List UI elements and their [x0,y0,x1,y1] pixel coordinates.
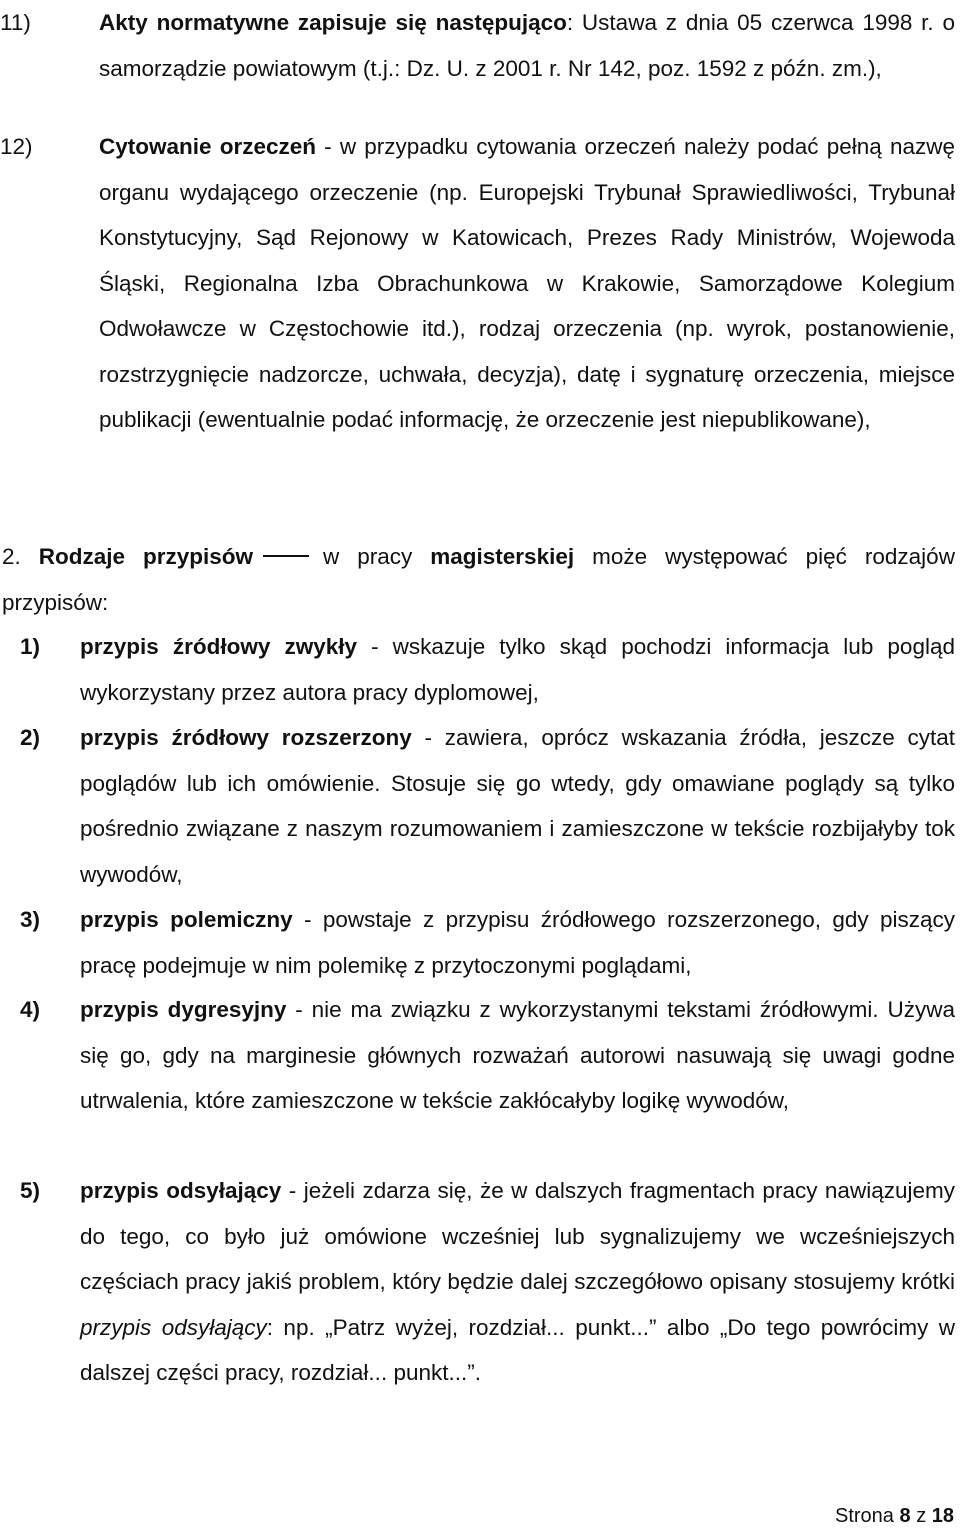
list-item-text: : Ustawa z dnia 05 czerwca 1998 r. o samorządzie powiatowym (t.j.: Dz. U. z 2001 r. Nr 142, poz. 1592 z późn. zm.), [99,10,955,81]
list-item-text: - wskazuje tylko skąd pochodzi informacja lub pogląd wykorzystany przez autora pracy dyplomowej, [80,634,955,705]
section-term: Rodzaje przypisów [38,544,254,569]
list-item [80,987,955,1124]
section-paragraph [2,534,955,625]
page-number-footer [835,1503,954,1529]
total-page-count: 18 [931,1505,954,1527]
list-marker: 4) [20,997,41,1022]
list-item-term: przypis polemiczny [80,907,293,932]
list-item-term: Akty normatywne zapisuje się następująco [99,10,567,35]
list-item-term: przypis odsyłający [80,1178,282,1203]
list-item-term: przypis dygresyjny [80,997,287,1022]
list-item [99,0,955,91]
em-dash [263,555,309,557]
list-marker: 11) [0,10,31,35]
list-item-text: - powstaje z przypisu źródłowego rozszerzonego, gdy piszący pracę podejmuje w nim polemikę z przytoczonymi poglądami, [80,907,955,978]
list-marker: 1) [20,634,41,659]
footer-prefix: Strona [835,1505,894,1527]
list-item-text: : np. „Patrz wyżej, rozdział... punkt...” albo „Do tego powrócimy w dalszej części pracy, rozdział... punkt...”. [80,1314,955,1385]
footer-separator: z [916,1505,927,1527]
section-text: w pracy [323,544,413,569]
list-item-text: - zawiera, oprócz wskazania źródła, jeszcze cytat poglądów lub ich omówienie. Stosuje się go wtedy, gdy omawiane poglądy są tylko pośrednio związane z naszym rozumowaniem i zamieszczone w tekście rozbijałyby tok wywodów, [80,725,955,887]
list-item [80,1168,955,1396]
list-marker: 2) [20,725,41,750]
list-item-term: Cytowanie orzeczeń [99,134,316,159]
list-item-term: przypis źródłowy zwykły [80,634,357,659]
list-item [80,897,955,988]
section-marker: 2. [2,544,21,569]
list-item [80,624,955,715]
list-marker: 5) [20,1178,41,1203]
list-item-italic: przypis odsyłający [80,1314,267,1340]
list-item-text: - nie ma związku z wykorzystanymi tekstami źródłowymi. Używa się go, gdy na marginesie głównych rozważań autorowi nasuwają się uwagi godne utrwalenia, które zamieszczone w tekście zakłócałyby logikę wywodów, [80,997,955,1113]
list-item-text: - w przypadku cytowania orzeczeń należy podać pełną nazwę organu wydającego orzeczenie (np. Europejski Trybunał Sprawiedliwości, Trybunał Konstytucyjny, Sąd Rejonowy w Katowicach, Prezes Rady Ministrów, Wojewoda Śląski, Regionalna Izba Obrachunkowa w Krakowie, Samorządowe Kolegium Odwoławcze w Częstochowie itd.), rodzaj orzeczenia (np. wyrok, postanowienie, rozstrzygnięcie nadzorcze, uchwała, decyzja), datę i sygnaturę orzeczenia, miejsce publikacji (ewentualnie podać informację, że orzeczenie jest niepublikowane), [99,134,955,432]
list-item-text: - jeżeli zdarza się, że w dalszych fragmentach pracy nawiązujemy do tego, co było już omówione wcześniej lub sygnalizujemy we wcześniejszych częściach pracy jakiś problem, który będzie dalej szczegółowo opisany stosujemy krótki [80,1178,955,1294]
section-term: magisterskiej [430,544,575,569]
list-marker: 3) [20,907,41,932]
list-marker: 12) [0,134,33,159]
current-page-number: 8 [899,1505,911,1527]
list-item [99,124,955,443]
list-item [80,715,955,897]
list-item-term: przypis źródłowy rozszerzony [80,725,412,750]
section-text: może występować pięć rodzajów przypisów: [2,544,955,615]
